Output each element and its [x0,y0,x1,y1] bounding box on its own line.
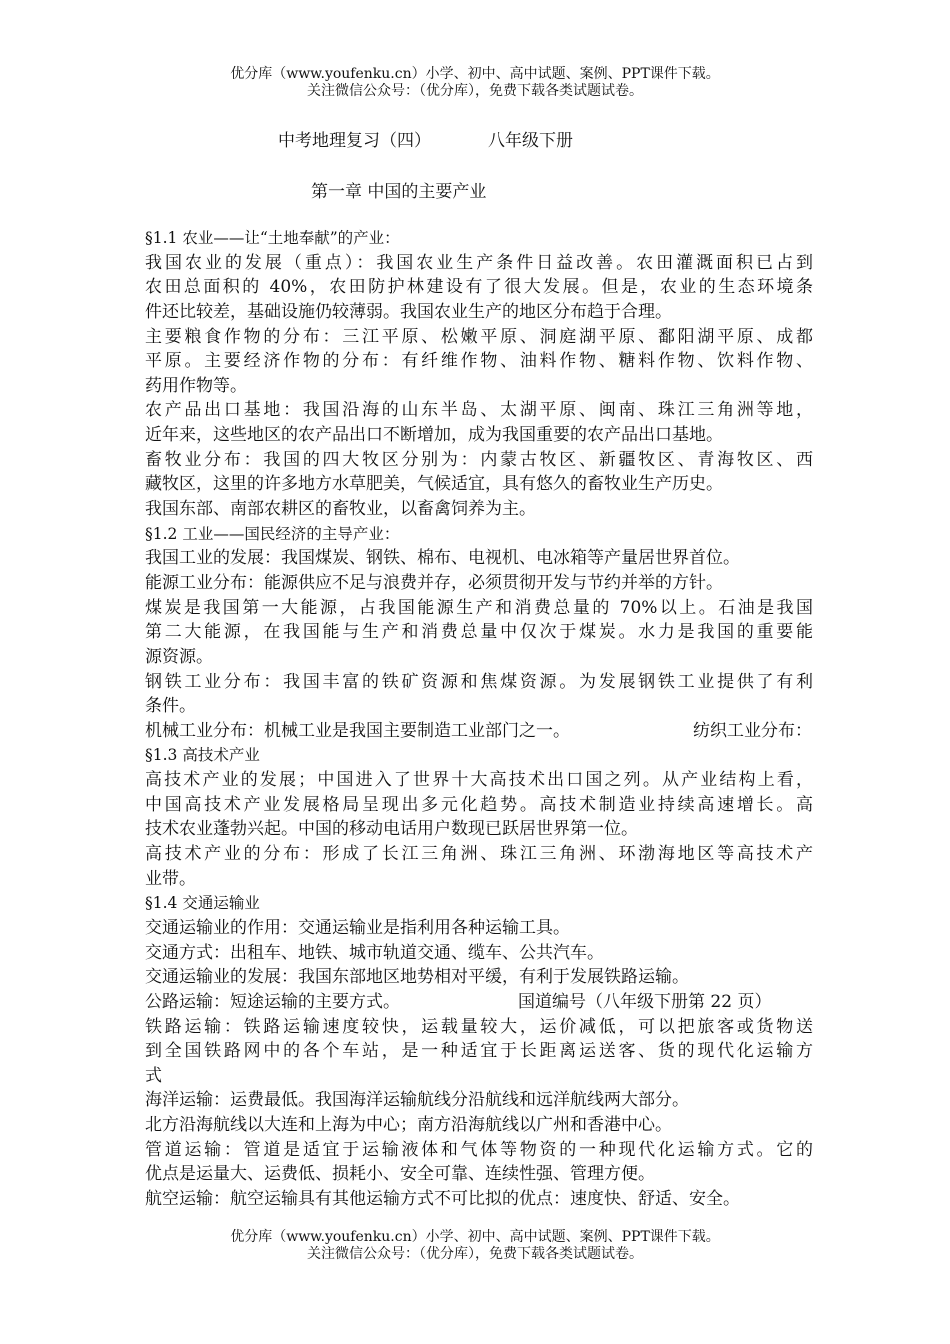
paragraph-line: 铁路运输：铁路运输速度较快，运载量较大，运价减低，可以把旅客或货物送 [145,1016,813,1037]
paragraph-line: 能源工业分布：能源供应不足与浪费并存，必须贯彻开发与节约并举的方针。 [145,572,723,593]
paragraph-line: 条件。 [145,696,196,717]
text-segment: 国道编号（八年级下册第 22 页） [518,991,772,1012]
paragraph-line: 海洋运输：运费最低。我国海洋运输航线分沿航线和远洋航线两大部分。 [145,1090,689,1111]
paragraph-line: 航空运输：航空运输具有其他运输方式不可比拟的优点：速度快、舒适、安全。 [145,1188,740,1209]
paragraph-line: 我国工业的发展：我国煤炭、钢铁、棉布、电视机、电冰箱等产量居世界首位。 [145,548,740,569]
header-line-2: 关注微信公众号：（优分库），免费下载各类试题试卷。 [307,83,643,99]
paragraph-line: 技术农业蓬勃兴起。中国的移动电话用户数现已跃居世界第一位。 [145,819,638,840]
footer-line-1: 优分库（www.youfenku.cn）小学、初中、高中试题、案例、PPT课件下载。 [230,1229,720,1245]
paragraph-line: 近年来，这些地区的农产品出口不断增加，成为我国重要的农产品出口基地。 [145,425,723,446]
page-footer [0,1229,950,1263]
paragraph-line: 业带。 [145,868,196,889]
chapter-heading: 第一章 中国的主要产业 [311,182,487,202]
text-segment: 机械工业分布：机械工业是我国主要制造工业部门之一。 [145,720,570,741]
paragraph-line: 交通运输业的作用：交通运输业是指利用各种运输工具。 [145,917,570,938]
paragraph-line: 高技术产业的分布：形成了长江三角洲、珠江三角洲、环渤海地区等高技术产 [145,844,813,865]
paragraph-line: 平原。主要经济作物的分布：有纤维作物、油料作物、糖料作物、饮料作物、 [145,351,813,372]
paragraph-line: 高技术产业的发展；中国进入了世界十大高技术出口国之列。从产业结构上看， [145,770,813,791]
paragraph-line: 优点是运量大、运费低、损耗小、安全可靠、连续性强、管理方便。 [145,1164,655,1185]
paragraph-line: 药用作物等。 [145,375,247,396]
document-body [145,226,813,1212]
grade-label: 八年级下册 [488,131,573,151]
text-segment: 纺织工业分布： [693,720,812,741]
paragraph-line: 藏牧区，这里的许多地方水草肥美，气候适宜，具有悠久的畜牧业生产历史。 [145,474,723,495]
footer-line-2: 关注微信公众号：（优分库），免费下载各类试题试卷。 [307,1246,643,1262]
paragraph-line: 畜牧业分布：我国的四大牧区分别为：内蒙古牧区、新疆牧区、青海牧区、西 [145,449,813,470]
paragraph-line: 主要粮食作物的分布：三江平原、松嫩平原、洞庭湖平原、鄱阳湖平原、成都 [145,326,813,347]
paragraph-line: 交通运输业的发展：我国东部地区地势相对平缓，有利于发展铁路运输。 [145,967,689,988]
paragraph-line: 件还比较差，基础设施仍较薄弱。我国农业生产的地区分布趋于合理。 [145,301,672,322]
paragraph-line: 北方沿海航线以大连和上海为中心；南方沿海航线以广州和香港中心。 [145,1115,672,1136]
text-segment: 公路运输：短途运输的主要方式。 [145,991,400,1012]
text-line-split [145,990,813,1015]
section-heading: §1.4 交通运输业 [145,894,260,913]
paragraph-line: 农田总面积的 40%，农田防护林建设有了很大发展。但是，农业的生态环境条 [145,277,813,298]
paragraph-line: 中国高技术产业发展格局呈现出多元化趋势。高技术制造业持续高速增长。高 [145,794,813,815]
section-heading: §1.1 农业——让“土地奉献”的产业： [145,229,400,247]
paragraph-line: 第二大能源，在我国能与生产和消费总量中仅次于煤炭。水力是我国的重要能 [145,622,813,643]
paragraph-line: 管道运输：管道是适宜于运输液体和气体等物资的一种现代化运输方式。它的 [145,1139,813,1160]
paragraph-line: 交通方式：出租车、地铁、城市轨道交通、缆车、公共汽车。 [145,942,604,963]
header-line-1: 优分库（www.youfenku.cn）小学、初中、高中试题、案例、PPT课件下载。 [230,66,720,82]
paragraph-line: 我国东部、南部农耕区的畜牧业，以畜禽饲养为主。 [145,499,536,520]
paragraph-line: 源资源。 [145,646,213,667]
paragraph-line: 我国农业的发展（重点）：我国农业生产条件日益改善。农田灌溉面积已占到 [145,252,813,273]
paragraph-line: 到全国铁路网中的各个车站，是一种适宜于长距离运送客、货的现代化运输方 [145,1041,813,1062]
text-line-split [145,719,813,744]
paragraph-line: 式 [145,1065,162,1086]
paragraph-line: 农产品出口基地：我国沿海的山东半岛、太湖平原、闽南、珠江三角洲等地， [145,400,813,421]
section-heading: §1.2 工业——国民经济的主导产业： [145,524,400,543]
paragraph-line: 钢铁工业分布：我国丰富的铁矿资源和焦煤资源。为发展钢铁工业提供了有利 [145,671,813,692]
section-heading: §1.3 高技术产业 [145,746,260,765]
page-header [0,66,950,100]
paragraph-line: 煤炭是我国第一大能源，占我国能源生产和消费总量的 70%以上。石油是我国 [145,597,813,618]
document-title: 中考地理复习（四） [278,131,431,151]
